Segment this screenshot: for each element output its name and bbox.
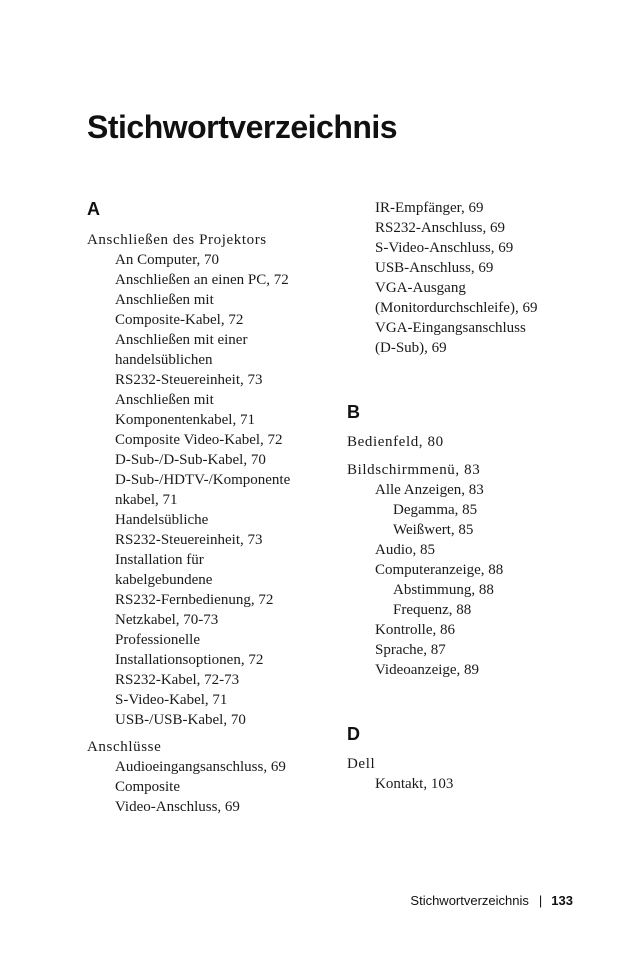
index-subentry — [87, 610, 327, 630]
index-line: D-Sub-/HDTV-/Komponente — [115, 472, 291, 488]
index-subentry — [87, 690, 327, 710]
index-line: Anschließen mit — [115, 392, 214, 408]
index-line: Composite-Kabel, 72 — [115, 312, 244, 328]
index-line: Anschließen an einen PC, 72 — [115, 272, 289, 288]
page-footer — [410, 892, 573, 910]
index-line: RS232-Kabel, 72-73 — [115, 672, 240, 688]
index-subentry — [87, 470, 327, 510]
index-line: Sprache, 87 — [375, 642, 446, 658]
index-line: IR-Empfänger, 69 — [375, 200, 484, 216]
section-letter: A — [87, 199, 100, 219]
index-line: Computeranzeige, 88 — [375, 562, 504, 578]
index-line: RS232-Steuereinheit, 73 — [115, 532, 263, 548]
index-line: D-Sub-/D-Sub-Kabel, 70 — [115, 452, 266, 468]
index-line: Dell — [347, 756, 376, 772]
index-line: handelsüblichen — [115, 352, 213, 368]
index-entry — [347, 754, 587, 774]
index-line: Video-Anschluss, 69 — [115, 799, 240, 815]
index-subentry — [87, 510, 327, 550]
index-line: Videoanzeige, 89 — [375, 662, 480, 678]
index-line: Audio, 85 — [375, 542, 435, 558]
index-line: (D-Sub), 69 — [375, 340, 447, 356]
index-line: Abstimmung, 88 — [393, 582, 494, 598]
index-line: kabelgebundene — [115, 572, 213, 588]
index-line: Kontrolle, 86 — [375, 622, 455, 638]
index-subentry — [87, 250, 327, 270]
index-line: Anschließen des Projektors — [87, 232, 267, 248]
index-line: S-Video-Anschluss, 69 — [375, 240, 514, 256]
index-line: USB-/USB-Kabel, 70 — [115, 712, 246, 728]
index-subentry — [347, 258, 587, 278]
index-line: Kontakt, 103 — [375, 776, 454, 792]
index-line: Bildschirmmenü, 83 — [347, 462, 481, 478]
index-line: S-Video-Kabel, 71 — [115, 692, 228, 708]
index-column-left — [87, 198, 327, 817]
index-subentry — [347, 318, 587, 358]
index-line: RS232-Steuereinheit, 73 — [115, 372, 263, 388]
index-line: Anschließen mit — [115, 292, 214, 308]
index-subentry — [87, 630, 327, 670]
index-line: Composite — [115, 779, 181, 795]
index-entry — [87, 230, 327, 250]
page-number: 133 — [551, 893, 573, 908]
index-subentry — [87, 450, 327, 470]
index-subentry — [87, 330, 327, 390]
index-line: Installation für — [115, 552, 204, 568]
index-line: VGA-Ausgang — [375, 280, 466, 296]
index-line: Frequenz, 88 — [393, 602, 472, 618]
index-subentry — [87, 290, 327, 330]
index-line: Anschlüsse — [87, 739, 162, 755]
section-letter: B — [347, 402, 360, 422]
index-line: Professionelle — [115, 632, 200, 648]
index-entry — [347, 460, 587, 480]
footer-separator: | — [538, 893, 543, 908]
index-line: USB-Anschluss, 69 — [375, 260, 494, 276]
index-subentry — [347, 640, 587, 660]
index-subentry — [347, 620, 587, 640]
index-subentry — [347, 774, 587, 794]
index-subentry — [87, 550, 327, 610]
index-line: Komponentenkabel, 71 — [115, 412, 255, 428]
index-line: Installationsoptionen, 72 — [115, 652, 264, 668]
index-subentry — [347, 238, 587, 258]
index-subentry — [347, 580, 587, 600]
index-line: nkabel, 71 — [115, 492, 178, 508]
index-subentry — [347, 500, 587, 520]
index-line: Alle Anzeigen, 83 — [375, 482, 484, 498]
index-subentry — [347, 218, 587, 238]
index-subentry — [347, 278, 587, 318]
index-line: Bedienfeld, 80 — [347, 434, 444, 450]
index-subentry — [87, 390, 327, 430]
index-subentry — [347, 480, 587, 500]
index-subentry — [347, 660, 587, 680]
index-line: RS232-Fernbedienung, 72 — [115, 592, 274, 608]
index-subentry — [87, 757, 327, 777]
index-line: Degamma, 85 — [393, 502, 478, 518]
index-line: VGA-Eingangsanschluss — [375, 320, 526, 336]
index-subentry — [347, 540, 587, 560]
index-subentry — [87, 710, 327, 730]
index-subentry — [87, 430, 327, 450]
index-line: Handelsübliche — [115, 512, 209, 528]
index-line: Anschließen mit einer — [115, 332, 248, 348]
index-line: (Monitordurchschleife), 69 — [375, 300, 538, 316]
index-subentry — [347, 600, 587, 620]
section-letter: D — [347, 724, 360, 744]
index-line: RS232-Anschluss, 69 — [375, 220, 506, 236]
index-line: Netzkabel, 70-73 — [115, 612, 219, 628]
footer-section-title: Stichwortverzeichnis — [410, 893, 529, 908]
index-subentry — [347, 560, 587, 580]
index-subentry — [347, 520, 587, 540]
page-title: Stichwortverzeichnis — [87, 109, 398, 145]
index-entry — [347, 432, 587, 452]
index-subentry — [87, 270, 327, 290]
index-line: An Computer, 70 — [115, 252, 219, 268]
index-line: Audioeingangsanschluss, 69 — [115, 759, 286, 775]
index-column-right — [347, 198, 587, 794]
index-subentry — [87, 777, 327, 817]
index-subentry — [87, 670, 327, 690]
index-entry — [87, 737, 327, 757]
index-subentry — [347, 198, 587, 218]
index-line: Composite Video-Kabel, 72 — [115, 432, 283, 448]
index-line: Weißwert, 85 — [393, 522, 474, 538]
